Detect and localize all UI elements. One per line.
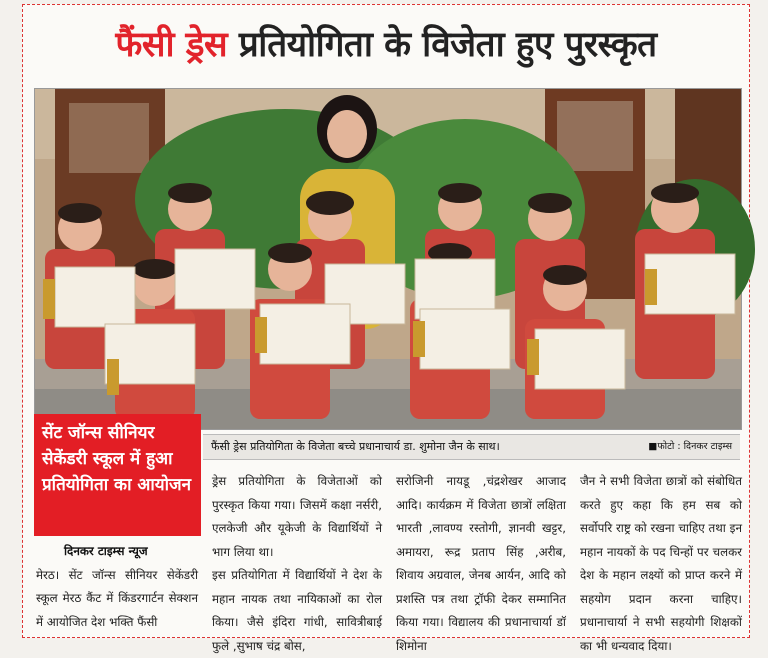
article-column-2 <box>212 470 382 658</box>
headline-black-part: प्रतियोगिता के विजेता हुए पुरस्कृत <box>238 25 657 65</box>
column-2-text-a: ड्रेस प्रतियोगिता के विजेताओं को पुरस्कृत किया गया। जिसमें कक्षा नर्सरी, एलकेजी और यूकेजी के विद्यार्थियों ने भाग लिया था। <box>212 474 382 559</box>
news-photo <box>34 88 742 430</box>
subhead-box <box>34 414 201 536</box>
column-3-text: सरोजिनी नायडू ,चंद्रशेखर आजाद आदि। कार्यक्रम में विजेता छात्रों लक्षिता भारती ,लावण्य रस्तोगी, ज्ञानवी खट्टर, अमायरा, रूद्र प्रताप सिंह ,अरीब, शिवाय अग्रवाल, जेनब आर्यन, आदि को प्रशस्ति पत्र तथा ट्रॉफी देकर सम्मानित किया गया। विद्यालय की प्रधानाचार्या डॉ शिमोना <box>396 474 566 653</box>
headline-red-part: फैंसी ड्रेस <box>115 25 228 65</box>
byline: दिनकर टाइम्स न्यूज <box>64 544 148 558</box>
article-column-3 <box>396 470 566 658</box>
photo-credit: ■फोटो : दिनकर टाइम्स <box>648 441 732 452</box>
photo-caption-bar <box>203 434 740 460</box>
headline <box>30 8 742 82</box>
column-1-text: मेरठ। सेंट जॉन्स सीनियर सेकेंडरी स्कूल मेरठ कैंट में किंडरगार्टन सेक्शन में आयोजित देश भक्ति फैंसी <box>36 567 198 629</box>
article-column-4 <box>580 470 742 658</box>
subhead-text: सेंट जॉन्स सीनियर सेकेंडरी स्कूल में हुआ प्रतियोगिता का आयोजन <box>42 423 192 495</box>
column-4-text: जैन ने सभी विजेता छात्रों को संबोधित करते हुए कहा कि हम सब को सर्वोपरि राष्ट्र को रखना चाहिए तथा इन महान नायकों के पद चिन्हों पर चलकर देश के महान लक्ष्यों को प्राप्त करने में सहयोग प्रदान करना चाहिए। प्रधानाचार्या ने सभी सहयोगी शिक्षकों का भी धन्यवाद दिया। <box>580 474 742 653</box>
photo-caption: फैंसी ड्रेस प्रतियोगिता के विजेता बच्चे प्रधानाचार्य डा. शुमोना जैन के साथ। <box>211 440 500 453</box>
article-column-1 <box>36 540 198 634</box>
photo-illustration <box>35 89 741 429</box>
column-2-text-b: इस प्रतियोगिता में विद्यार्थियों ने देश के महान नायक तथा नायिकाओं का रोल किया। जैसे इंदिरा गांधी, सावित्रीबाई फुले ,सुभाष चंद्र बोस, <box>212 568 382 653</box>
